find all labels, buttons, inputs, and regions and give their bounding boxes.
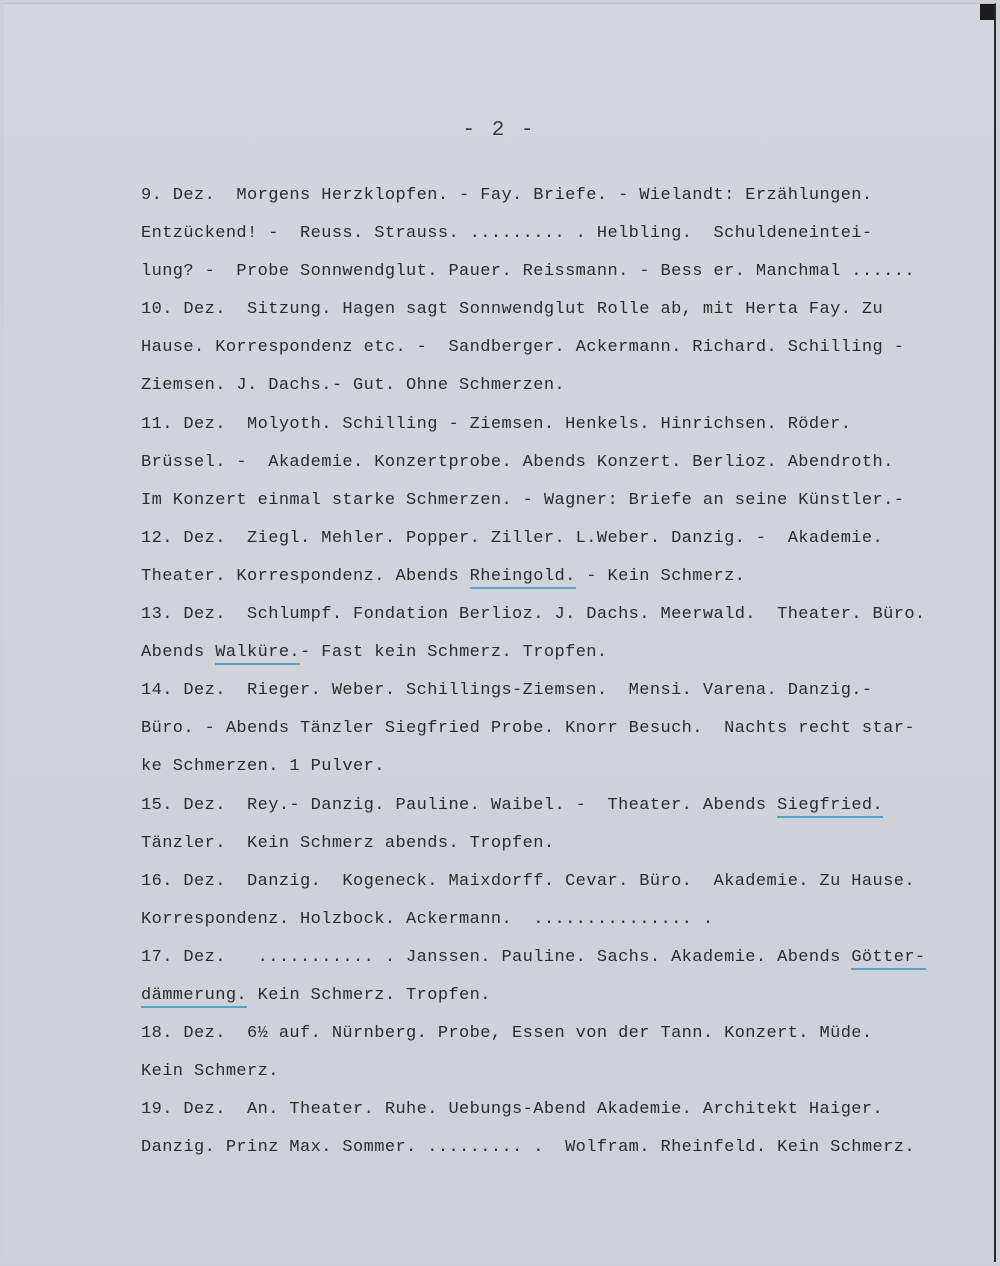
text-line: 9. Dez. Morgens Herzklopfen. - Fay. Briefe. - Wielandt: Erzählungen. bbox=[141, 186, 873, 205]
underlined-title: Walküre. bbox=[215, 643, 300, 665]
document-page bbox=[4, 3, 996, 1262]
text-line: Büro. - Abends Tänzler Siegfried Probe. Knorr Besuch. Nachts recht star- bbox=[141, 719, 915, 739]
text-line: Im Konzert einmal starke Schmerzen. - Wagner: Briefe an seine Künstler.- bbox=[141, 490, 905, 510]
text-line: 14. Dez. Rieger. Weber. Schillings-Ziemsen. Mensi. Varena. Danzig.- bbox=[141, 681, 873, 701]
text-line: Korrespondenz. Holzbock. Ackermann. ............... . bbox=[141, 909, 714, 929]
text-line: ke Schmerzen. 1 Pulver. bbox=[141, 757, 385, 777]
diary-text bbox=[141, 177, 971, 1167]
underlined-title: Rheingold. bbox=[470, 567, 576, 589]
text-line: dämmerung. Kein Schmerz. Tropfen. bbox=[141, 977, 971, 1015]
page-corner-mark bbox=[980, 4, 994, 20]
text-line: 10. Dez. Sitzung. Hagen sagt Sonnwendglut Rolle ab, mit Herta Fay. Zu bbox=[141, 300, 884, 320]
page-number: - 2 - bbox=[462, 119, 536, 142]
underlined-title: Götter- bbox=[851, 948, 925, 970]
text-line: 17. Dez. ........... . Janssen. Pauline. Sachs. Akademie. Abends Götter- bbox=[141, 939, 971, 977]
text-line: Hause. Korrespondenz etc. - Sandberger. Ackermann. Richard. Schilling - bbox=[141, 338, 905, 358]
text-line: 18. Dez. 6½ auf. Nürnberg. Probe, Essen von der Tann. Konzert. Müde. bbox=[141, 1024, 873, 1044]
text-line: Entzückend! - Reuss. Strauss. ......... . Helbling. Schuldeneintei- bbox=[141, 224, 873, 244]
text-line: 15. Dez. Rey.- Danzig. Pauline. Waibel. - Theater. Abends Siegfried. bbox=[141, 787, 971, 825]
text-line: 16. Dez. Danzig. Kogeneck. Maixdorff. Cevar. Büro. Akademie. Zu Hause. bbox=[141, 871, 915, 891]
text-line: Theater. Korrespondenz. Abends Rheingold. - Kein Schmerz. bbox=[141, 558, 971, 596]
text-line: 13. Dez. Schlumpf. Fondation Berlioz. J. Dachs. Meerwald. Theater. Büro. bbox=[141, 605, 926, 625]
underlined-title: Siegfried. bbox=[777, 796, 883, 818]
text-line: 11. Dez. Molyoth. Schilling - Ziemsen. Henkels. Hinrichsen. Röder. bbox=[141, 414, 852, 434]
text-line: Abends Walküre.- Fast kein Schmerz. Tropfen. bbox=[141, 634, 971, 672]
text-line: Brüssel. - Akademie. Konzertprobe. Abends Konzert. Berlioz. Abendroth. bbox=[141, 452, 894, 472]
underlined-title: dämmerung. bbox=[141, 986, 247, 1008]
text-line: Danzig. Prinz Max. Sommer. ......... . Wolfram. Rheinfeld. Kein Schmerz. bbox=[141, 1138, 915, 1158]
text-line: lung? - Probe Sonnwendglut. Pauer. Reissmann. - Bess er. Manchmal ...... bbox=[141, 262, 915, 282]
text-line: 19. Dez. An. Theater. Ruhe. Uebungs-Abend Akademie. Architekt Haiger. bbox=[141, 1100, 884, 1120]
text-line: Tänzler. Kein Schmerz abends. Tropfen. bbox=[141, 833, 555, 853]
text-line: Kein Schmerz. bbox=[141, 1062, 279, 1082]
text-line: 12. Dez. Ziegl. Mehler. Popper. Ziller. L.Weber. Danzig. - Akademie. bbox=[141, 528, 884, 548]
text-line: Ziemsen. J. Dachs.- Gut. Ohne Schmerzen. bbox=[141, 376, 566, 396]
